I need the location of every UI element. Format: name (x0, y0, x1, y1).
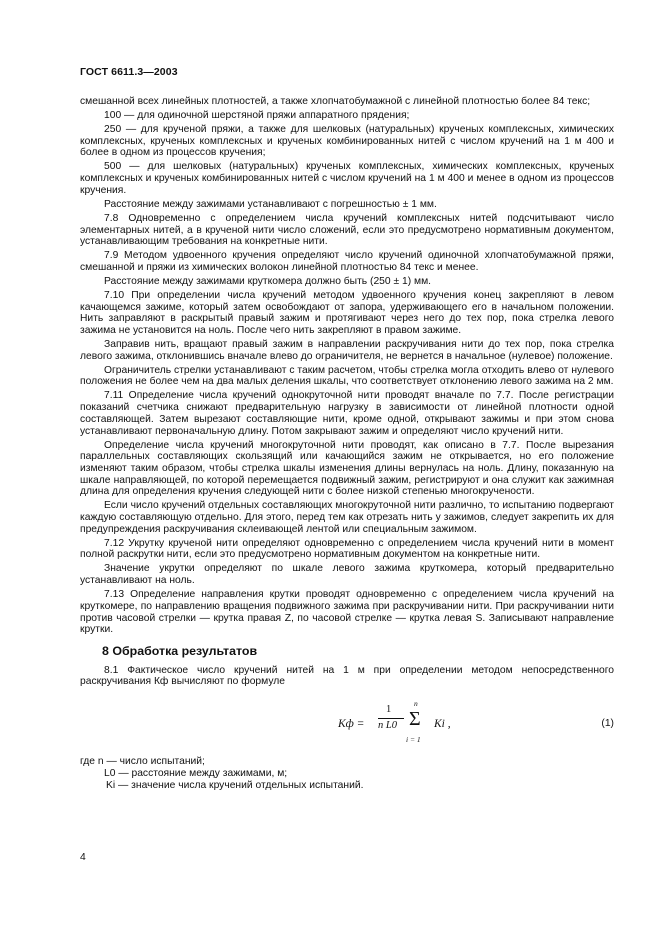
paragraph: Значение укрутки определяют по шкале левого зажима круткомера, который предварительно устанавливают на ноль. (80, 563, 614, 587)
sum-sign: Σ (409, 708, 421, 731)
paragraph: 8.1 Фактическое число кручений нитей на 1 м при определении методом непосредственного раскручивания Кф вычисляют по формуле (80, 664, 614, 688)
paragraph: 7.9 Методом удвоенного кручения определяют число кручений одиночной хлопчатобумажной пряжи, смешанной и пряжи из химических волокон линейной плотностью 84 текс и менее. (80, 250, 614, 273)
paragraph: Определение числа кручений многокруточной нити проводят, как описано в 7.7. После вырезания параллельных составляющих скользящий или качающийся зажим не открывается, но его положение изменяют таким образом, чтобы стрелка шкалы изменения длины вернулась на ноль. Длину, показанную на шкале направляющей, по которой перемещается подвижный зажим, регистрируют и она служит как зажимная длина для определения кручения следующей нити с более низкой степенью многокручености. (80, 439, 614, 498)
formula-lhs: Кф = (338, 718, 365, 731)
fraction-numerator: 1 (386, 704, 392, 716)
paragraph: Расстояние между зажимами круткомера должно быть (250 ± 1) мм. (104, 275, 432, 287)
legend-line: Ki — значение числа кручений отдельных испытаний. (106, 779, 364, 791)
fraction-denominator: n L0 (378, 720, 397, 732)
legend-line: где n — число испытаний; (80, 756, 205, 768)
section-heading: 8 Обработка результатов (102, 643, 258, 658)
paragraph: 7.10 При определении числа кручений методом удвоенного кручения конец закрепляют в левом качающемся зажиме, который затем освобождают от запора, удерживающего его в начальном положении. Нить заправляют в раскрытый правый зажим и протягивают через него до тех пор, пока стрелка левого зажима не установится на ноль. После чего нить закрепляют в правом зажиме. (80, 289, 614, 337)
sum-upper-limit: n (414, 699, 418, 709)
page-number: 4 (80, 852, 86, 863)
paragraph: 7.12 Укрутку крученой нити определяют одновременно с определением числа кручений нити в момент полной раскрутки нити, если это предусмотрено нормативным документом на конкретные нити. (80, 537, 614, 561)
paragraph: 7.11 Определение числа кручений однокруточной нити проводят вначале по 7.7. После регистрации показаний счетчика снижают предварительную нагрузку в зависимости от линейной плотности одной составляющей. Затем вырезают составляющие нити, кроме одной, открывают зажимы и при этом снова устанавливают первоначальную длину. Потом закрывают зажим и определяют число кручений нити. (80, 390, 614, 437)
formula-legend (80, 756, 614, 791)
paragraph: 250 — для крученой пряжи, а также для шелковых (натуральных) крученых комплексных, химических комплексных, крученых комплексных и крученых комбинированных нитей с числом кручений на 1 м 400 и более в одном из процессов кручения; (80, 124, 614, 159)
formula-block (80, 692, 614, 756)
legend-line: L0 — расстояние между зажимами, м; (104, 767, 288, 779)
paragraph: Если число кручений отдельных составляющих многокруточной нити различно, то испытанию подвергают каждую составляющую отдельно. Для этого, перед тем как отрезать нить у зажимов, следует закрепить их для предупреждения раскручивания склеивающей лентой или специальным зажимом. (80, 500, 614, 535)
paragraph: Заправив нить, вращают правый зажим в направлении раскручивания нити до тех пор, пока стрелка левого зажима, отклонившись вначале влево до ограничителя, не вернется в начальное (нулевое) положение. (80, 339, 614, 362)
document-header: ГОСТ 6611.3—2003 (80, 66, 178, 78)
equation-number: (1) (601, 718, 614, 730)
sum-lower-limit: i = 1 (406, 735, 421, 745)
paragraph: 7.8 Одновременно с определением числа кручений комплексных нитей подсчитывают число элементарных нитей, а в крученой нити число сложений, если это предусмотрено нормативным документом, устанавливающим требования на конкретные нити. (80, 212, 614, 248)
paragraph: Ограничитель стрелки устанавливают с таким расчетом, чтобы стрелка могла отходить влево от нулевого положения не более чем на два малых деления шкалы, что соответствует отклонению левого зажима на 2 мм. (80, 364, 614, 388)
paragraph: 100 — для одиночной шерстяной пряжи аппаратного прядения; (104, 110, 410, 121)
paragraph: смешанной всех линейных плотностей, а также хлопчатобумажной с линейной плотностью более 84 текс; (80, 96, 591, 107)
formula-term: Ki , (434, 718, 451, 731)
fraction-bar (378, 718, 404, 719)
paragraph: 7.13 Определение направления крутки проводят одновременно с определением числа кручений на круткомере, по направлению вращения подвижного зажима при раскручивании нити. При раскручивании нити против часовой стрелки — крутка правая Z, по часовой стрелке — крутка левая S. Записывают направление крутки. (80, 589, 614, 636)
document-body (80, 96, 614, 791)
paragraph: Расстояние между зажимами устанавливают с погрешностью ± 1 мм. (104, 198, 437, 210)
paragraph: 500 — для шелковых (натуральных) крученых комплексных, химических комплексных, крученых комплексных и крученых комбинированных нитей с числом кручений на 1 м 400 и менее в одном из процессов кручения. (80, 161, 614, 196)
